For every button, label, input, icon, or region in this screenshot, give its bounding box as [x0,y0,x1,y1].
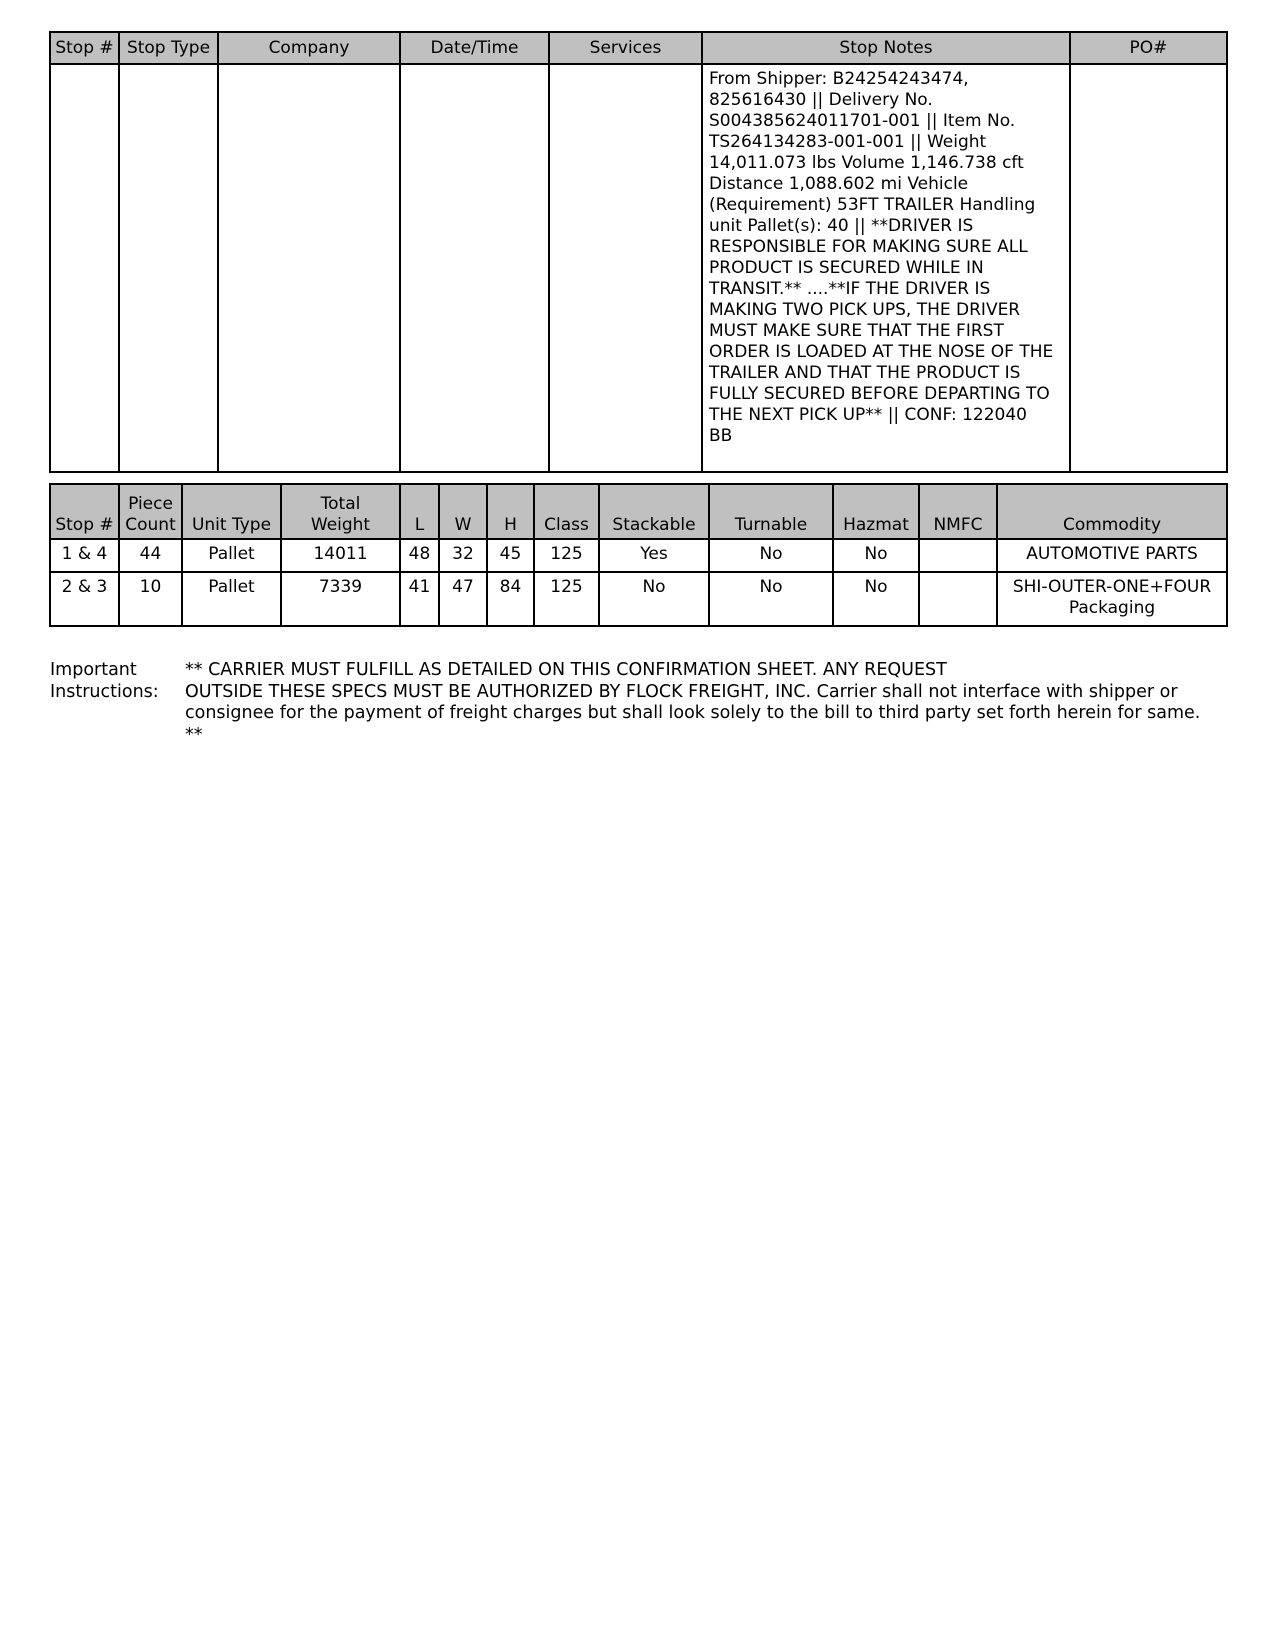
cell-stackable: No [599,572,709,626]
cell-company [218,64,400,472]
instructions-label-line-1: Important [50,660,137,680]
cell-piece-count: 44 [119,539,182,572]
items-table [49,483,1228,627]
commodity-line-1: SHI-OUTER-ONE+FOUR [1012,577,1212,597]
header-piece-count-line-1: Piece [128,494,173,514]
cell-po [1070,64,1227,472]
header-piece-count [119,484,182,539]
header-date-time: Date/Time [400,32,549,64]
cell-turnable: No [709,572,833,626]
cell-item-stop: 1 & 4 [50,539,119,572]
header-total-weight-line-1: Total [320,494,361,514]
header-commodity: Commodity [997,484,1227,539]
instructions-line-2: OUTSIDE THESE SPECS MUST BE AUTHORIZED BY FLOCK FREIGHT, INC. Carrier shall not interface with shipper or [185,681,1178,702]
cell-date-time [400,64,549,472]
header-width: W [439,484,487,539]
cell-commodity [997,539,1227,572]
header-nmfc: NMFC [919,484,997,539]
cell-height: 84 [487,572,534,626]
stops-table [49,31,1228,473]
header-turnable: Turnable [709,484,833,539]
cell-stop-notes: From Shipper: B24254243474, 825616430 || Delivery No. S004385624011701-001 || Item No. TS264134283-001-001 || Weight 14,011.073 lbs Volume 1,146.738 cft Distance 1,088.602 mi Vehicle (Requirement) 53FT TRAILER Handling unit Pallet(s): 40 || **DRIVER IS RESPONSIBLE FOR MAKING SURE ALL PRODUCT IS SECURED WHILE IN TRANSIT.** ....**IF THE DRIVER IS MAKING TWO PICK UPS, THE DRIVER MUST MAKE SURE THAT THE FIRST ORDER IS LOADED AT THE NOSE OF THE TRAILER AND THAT THE PRODUCT IS FULLY SECURED BEFORE DEPARTING TO THE NEXT PICK UP** || CONF: 122040 BB [702,64,1070,472]
cell-item-stop: 2 & 3 [50,572,119,626]
cell-total-weight: 14011 [281,539,400,572]
items-header-row [50,484,1227,539]
stops-row [50,64,1227,472]
header-height: H [487,484,534,539]
cell-length: 41 [400,572,439,626]
header-stop-num: Stop # [50,32,119,64]
cell-nmfc [919,539,997,572]
cell-piece-count: 10 [119,572,182,626]
table-row [50,539,1227,572]
cell-length: 48 [400,539,439,572]
header-stop-type: Stop Type [119,32,218,64]
cell-services [549,64,702,472]
header-company: Company [218,32,400,64]
cell-total-weight: 7339 [281,572,400,626]
header-stop-notes: Stop Notes [702,32,1070,64]
cell-commodity [997,572,1227,626]
instructions-text [185,660,1230,746]
header-stackable: Stackable [599,484,709,539]
cell-class: 125 [534,539,599,572]
header-class: Class [534,484,599,539]
cell-stop-num [50,64,119,472]
table-row [50,572,1227,626]
stops-header-row [50,32,1227,64]
cell-width: 32 [439,539,487,572]
cell-nmfc [919,572,997,626]
header-length: L [400,484,439,539]
header-item-stop: Stop # [50,484,119,539]
cell-width: 47 [439,572,487,626]
instructions-line-4: ** [185,724,203,745]
cell-hazmat: No [833,572,919,626]
commodity-line-1: AUTOMOTIVE PARTS [1026,544,1198,564]
instructions-label-line-2: Instructions: [50,681,159,702]
header-unit-type: Unit Type [182,484,281,539]
cell-hazmat: No [833,539,919,572]
instructions-label [50,660,175,703]
header-hazmat: Hazmat [833,484,919,539]
cell-stop-type [119,64,218,472]
cell-unit-type: Pallet [182,539,281,572]
header-piece-count-line-2: Count [125,515,176,535]
instructions-line-3: consignee for the payment of freight charges but shall look solely to the bill to third party set forth herein for same. [185,703,1201,723]
commodity-line-2: Packaging [1068,598,1156,618]
cell-class: 125 [534,572,599,626]
header-total-weight-line-2: Weight [310,515,371,535]
cell-stackable: Yes [599,539,709,572]
cell-unit-type: Pallet [182,572,281,626]
header-total-weight [281,484,400,539]
cell-height: 45 [487,539,534,572]
cell-turnable: No [709,539,833,572]
instructions-line-1: ** CARRIER MUST FULFILL AS DETAILED ON THIS CONFIRMATION SHEET. ANY REQUEST [185,660,947,680]
header-po: PO# [1070,32,1227,64]
header-services: Services [549,32,702,64]
